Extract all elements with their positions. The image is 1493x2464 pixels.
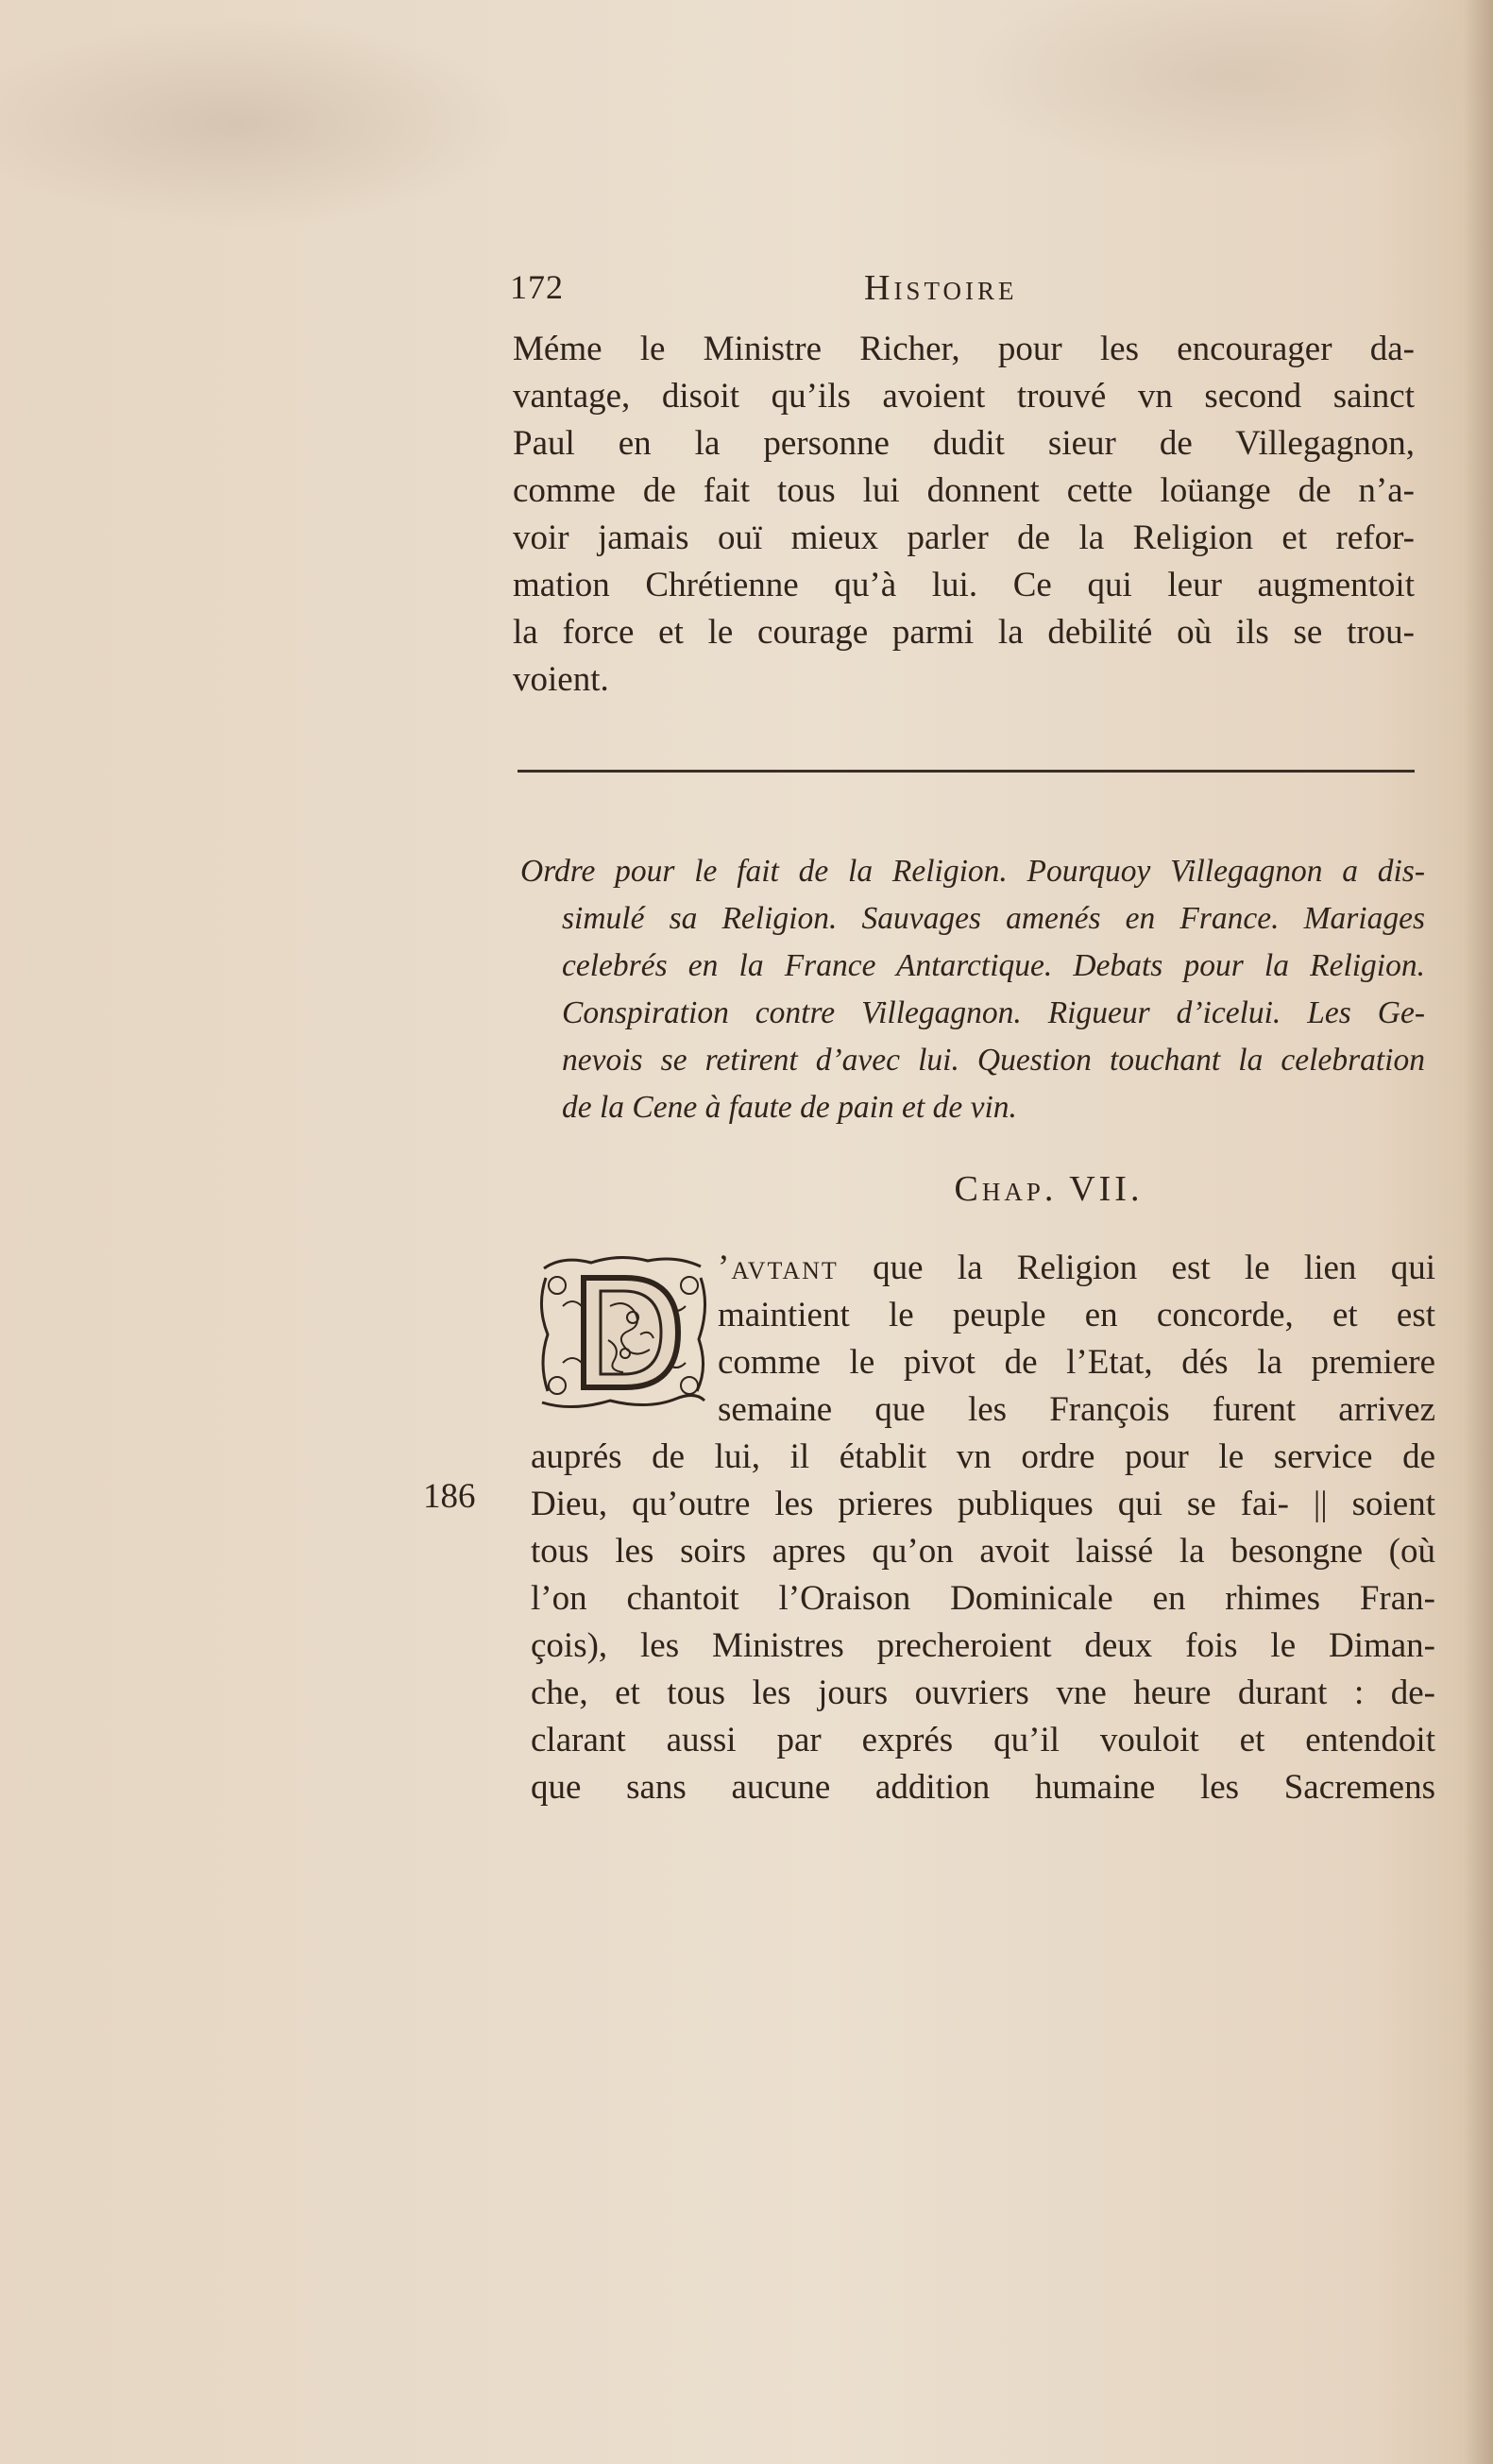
page-number: 172 — [510, 268, 564, 306]
paragraph-1 — [513, 326, 1415, 704]
running-title: Histoire — [864, 268, 1018, 308]
summary-line: nevois se retirent d’avec lui. Question touchant la celebration — [562, 1043, 1425, 1078]
text-line: semaine que les François furent arrivez — [718, 1390, 1435, 1429]
drop-cap-word: ’avtant — [718, 1249, 839, 1287]
text-line: que sans aucune addition humaine les Sacremens — [531, 1768, 1435, 1807]
paragraph-2 — [531, 1245, 1435, 1811]
summary-line: Ordre pour le fait de la Religion. Pourquoy Villegagnon a dis- — [520, 854, 1425, 889]
summary-line: Conspiration contre Villegagnon. Rigueur d’icelui. Les Ge- — [562, 995, 1425, 1030]
summary-line: celebrés en la France Antarctique. Debats pour la Religion. — [562, 948, 1425, 983]
text-line: che, et tous les jours ouvriers vne heure durant : de- — [531, 1674, 1435, 1712]
text-line: voient. — [513, 660, 609, 699]
text-line: tous les soirs apres qu’on avoit laissé la besongne (où — [531, 1532, 1435, 1571]
text-line: auprés de lui, il établit vn ordre pour le service de — [531, 1437, 1435, 1476]
text-line: voir jamais ouï mieux parler de la Religion et refor- — [513, 518, 1415, 557]
text-line: maintient le peuple en concorde, et est — [718, 1296, 1435, 1334]
text-line: Paul en la personne dudit sieur de Villegagnon, — [513, 424, 1415, 463]
chapter-heading — [0, 1168, 1493, 1210]
margin-page-reference: 186 — [423, 1477, 476, 1516]
text-line: mation Chrétienne qu’à lui. Ce qui leur augmentoit — [513, 566, 1415, 604]
text-line: vantage, disoit qu’ils avoient trouvé vn second sainct — [513, 377, 1415, 416]
text-line: clarant aussi par exprés qu’il vouloit et entendoit — [531, 1721, 1435, 1759]
page-header — [510, 267, 1417, 314]
text-line — [531, 1245, 1435, 1292]
summary-line: simulé sa Religion. Sauvages amenés en France. Mariages — [562, 901, 1425, 936]
summary-line: de la Cene à faute de pain et de vin. — [562, 1090, 1017, 1125]
text-line: çois), les Ministres precheroient deux fois le Diman- — [531, 1626, 1435, 1665]
text-line: Méme le Ministre Richer, pour les encourager da- — [513, 330, 1415, 368]
text-line: Dieu, qu’outre les prieres publiques qui se fai- || soient — [531, 1485, 1435, 1523]
text-line: comme de fait tous lui donnent cette loüange de n’a- — [513, 471, 1415, 510]
text-line: comme le pivot de l’Etat, dés la premiere — [718, 1343, 1435, 1382]
chapter-heading-text: Chap. VII. — [954, 1169, 1144, 1209]
text-line: l’on chantoit l’Oraison Dominicale en rhimes Fran- — [531, 1579, 1435, 1618]
section-divider — [517, 770, 1415, 773]
page-edge-shadow — [1463, 0, 1493, 2464]
chapter-summary — [520, 848, 1425, 1131]
text-line: la force et le courage parmi la debilité où ils se trou- — [513, 613, 1415, 652]
text-run: que la Religion est le lien qui — [838, 1249, 1435, 1287]
